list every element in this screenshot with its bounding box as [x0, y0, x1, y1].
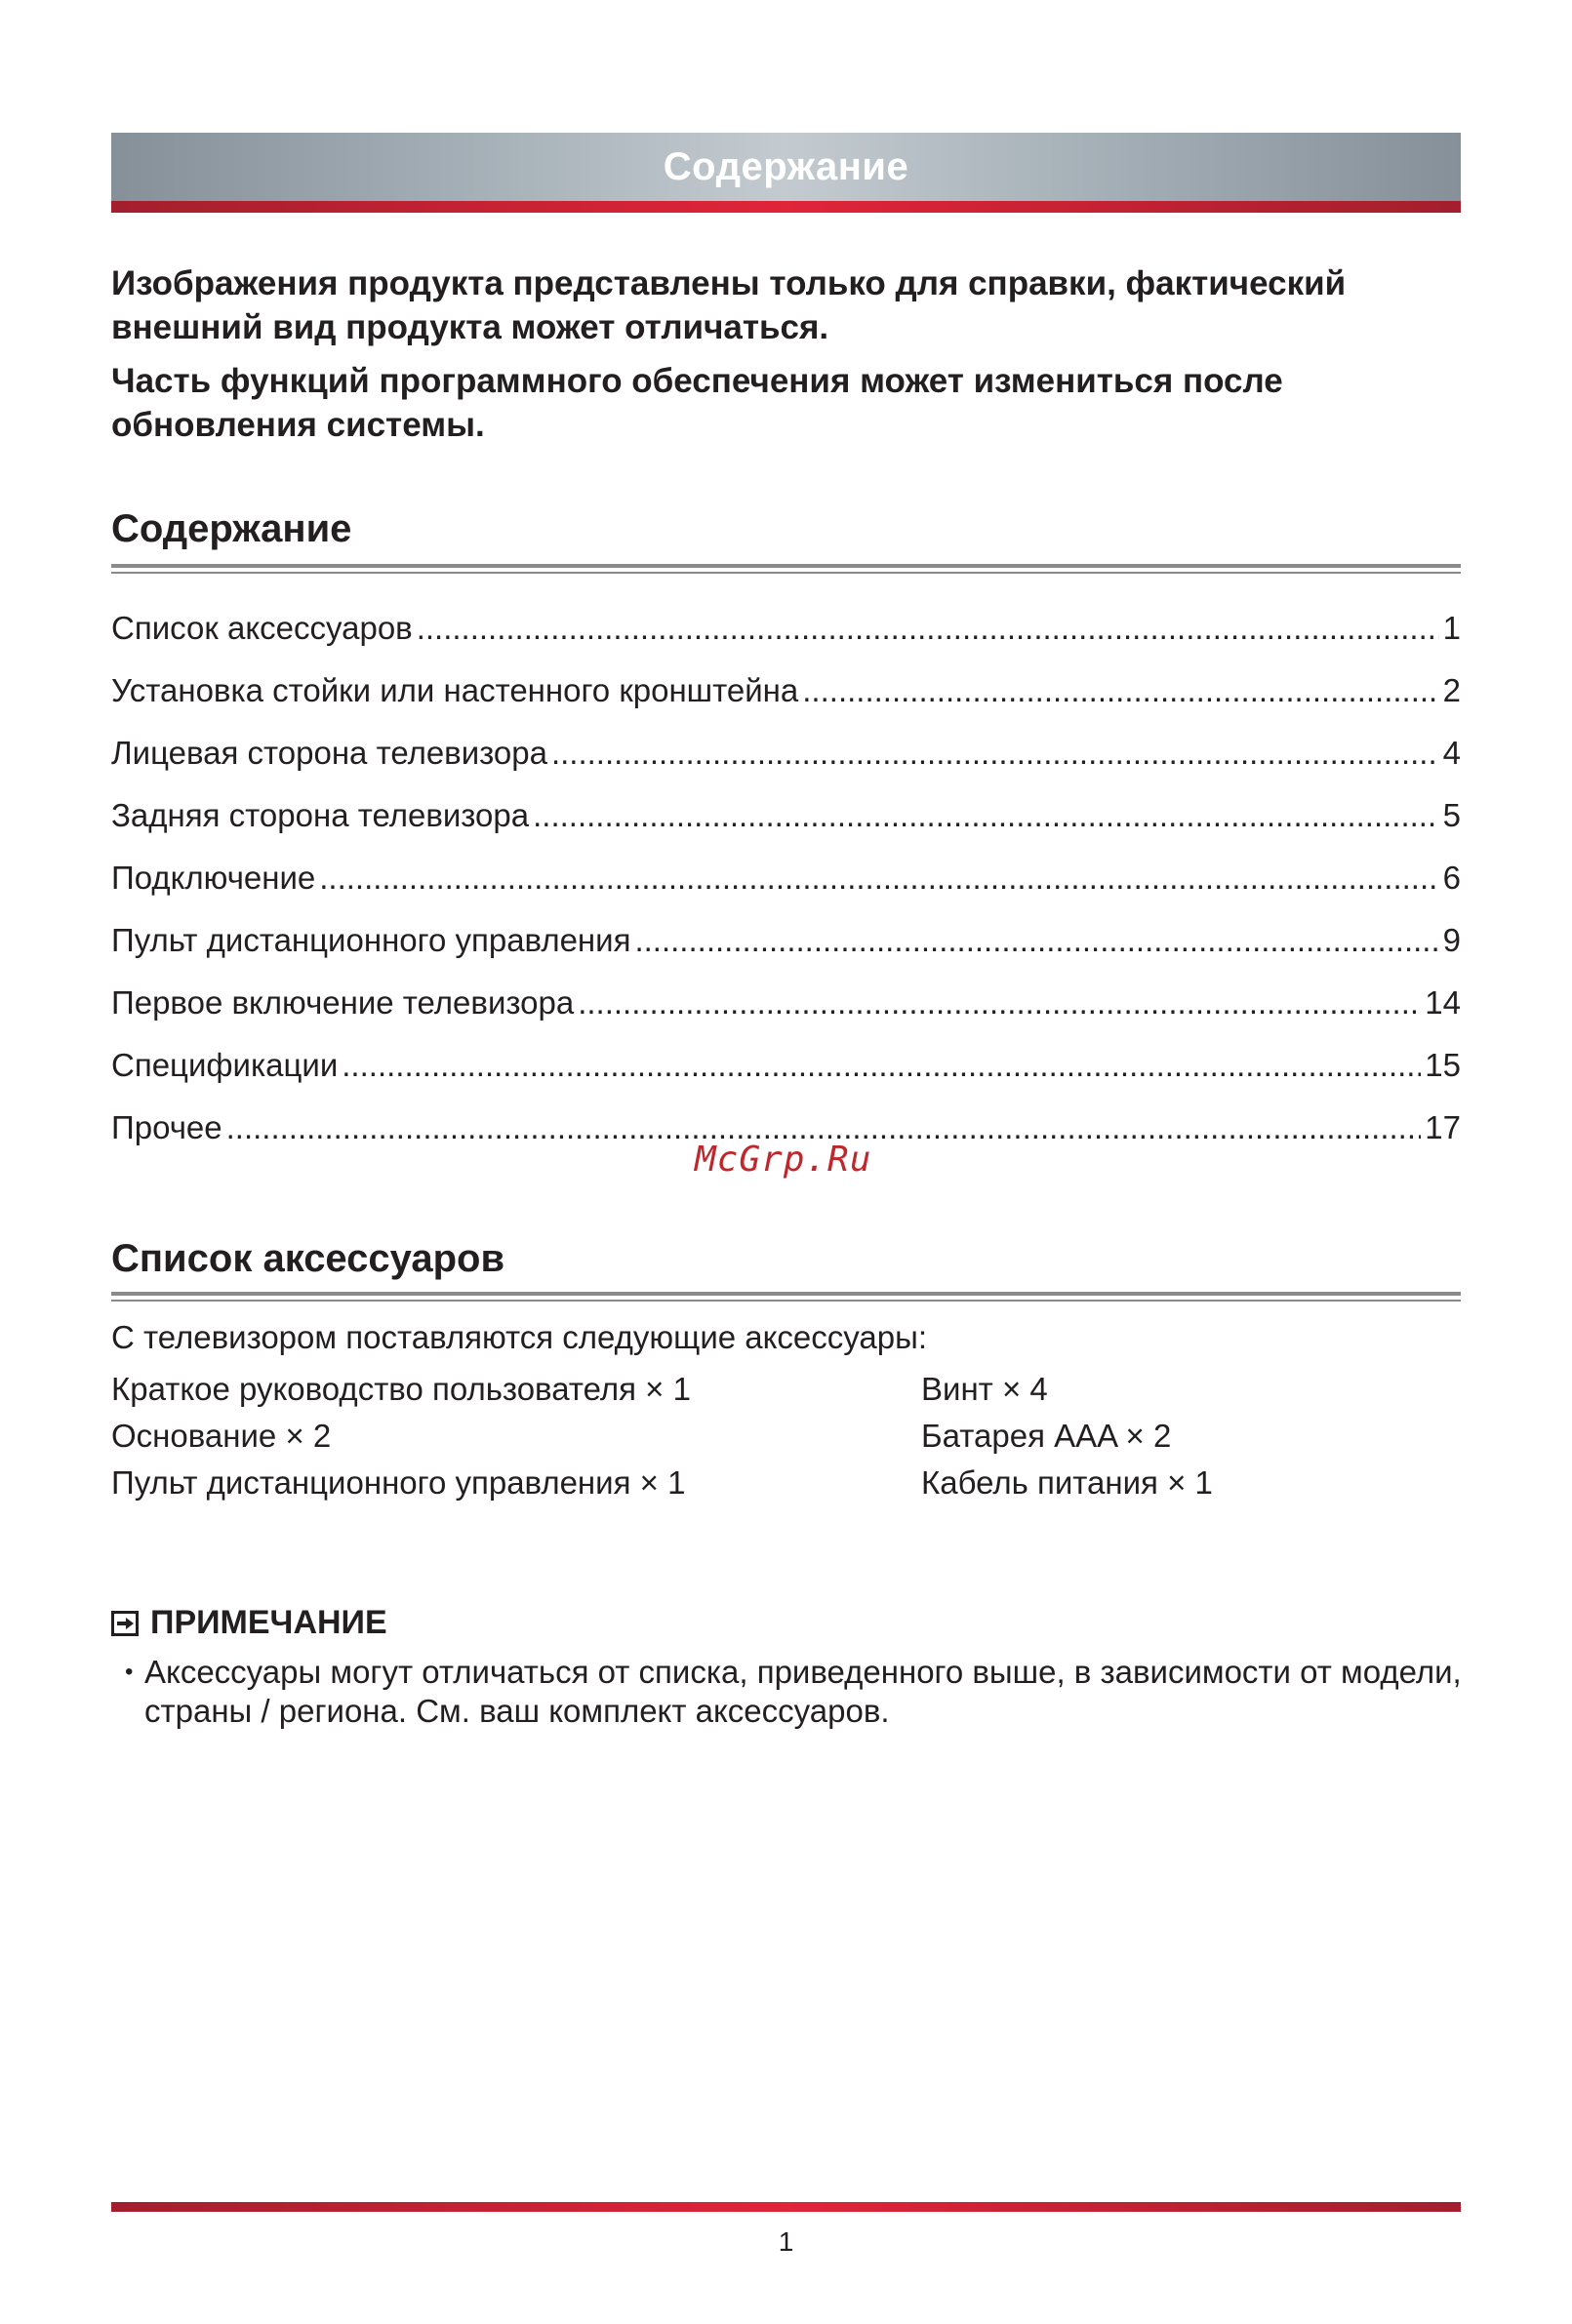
header-bar [111, 133, 1461, 201]
toc-item[interactable] [111, 734, 1461, 796]
toc-item-page: 1 [1442, 610, 1461, 646]
toc-leader-dots [533, 796, 1439, 835]
accessories-row [111, 1366, 1461, 1413]
table-of-contents [111, 609, 1461, 1171]
accessories-row [111, 1413, 1461, 1460]
toc-item-page: 17 [1425, 1109, 1461, 1145]
accessory-item: Краткое руководство пользователя × 1 [111, 1371, 691, 1407]
toc-item[interactable] [111, 983, 1461, 1046]
toc-item-label: Список аксессуаров [111, 610, 413, 646]
accessory-item: Основание × 2 [111, 1418, 332, 1454]
toc-item[interactable] [111, 609, 1461, 671]
toc-item[interactable] [111, 1046, 1461, 1108]
toc-item-page: 5 [1442, 797, 1461, 833]
toc-title-rule [111, 564, 1461, 574]
toc-item-page: 4 [1442, 735, 1461, 771]
note-body [125, 1653, 1471, 1731]
toc-leader-dots [551, 734, 1439, 773]
toc-item-label: Прочее [111, 1109, 222, 1145]
toc-item[interactable] [111, 859, 1461, 921]
accessories-title-rule [111, 1292, 1461, 1302]
toc-item-page: 2 [1442, 672, 1461, 708]
toc-item-label: Пульт дистанционного управления [111, 922, 631, 958]
toc-item-label: Установка стойки или настенного кронштейна [111, 672, 799, 708]
note-heading [111, 1604, 387, 1642]
toc-item-page: 9 [1442, 922, 1461, 958]
toc-item[interactable] [111, 796, 1461, 859]
toc-item-page: 15 [1425, 1047, 1461, 1083]
note-text: Аксессуары могут отличаться от списка, приведенного выше, в зависимости от модели, страны / региона. См. ваш комплект аксессуаров. [144, 1654, 1462, 1729]
accessory-item: Пульт дистанционного управления × 1 [111, 1464, 686, 1501]
header-accent-line [111, 201, 1461, 213]
toc-leader-dots [319, 859, 1438, 898]
toc-leader-dots [342, 1046, 1421, 1085]
header-title: Содержание [663, 144, 909, 188]
note-title: ПРИМЕЧАНИЕ [150, 1604, 387, 1641]
toc-item-label: Первое включение телевизора [111, 984, 575, 1021]
watermark: McGrp.Ru [695, 1140, 872, 1180]
accessories-list [111, 1366, 1461, 1506]
intro-paragraph-1: Изображения продукта представлены только для справки, фактический внешний вид продукта может отличаться. [111, 264, 1347, 346]
toc-item-label: Задняя сторона телевизора [111, 797, 530, 833]
footer-accent-line [111, 2202, 1461, 2212]
accessory-item: Винт × 4 [921, 1371, 1048, 1407]
note-arrow-icon [111, 1611, 139, 1636]
toc-item[interactable] [111, 921, 1461, 983]
bullet-icon: • [125, 1659, 134, 1685]
toc-leader-dots [417, 609, 1439, 648]
toc-leader-dots [802, 671, 1438, 710]
toc-item-label: Подключение [111, 860, 316, 896]
toc-leader-dots [634, 921, 1438, 960]
toc-item-label: Лицевая сторона телевизора [111, 735, 547, 771]
toc-item-label: Спецификации [111, 1047, 339, 1083]
toc-leader-dots [578, 983, 1421, 1022]
accessories-intro: С телевизором поставляются следующие аксессуары: [111, 1319, 928, 1355]
toc-item-page: 14 [1425, 984, 1461, 1021]
intro-block [111, 261, 1477, 457]
accessories-title: Список аксессуаров [111, 1237, 505, 1280]
toc-title: Содержание [111, 507, 352, 550]
accessory-item: Кабель питания × 1 [921, 1464, 1213, 1501]
intro-paragraph-2: Часть функций программного обеспечения может измениться после обновления системы. [111, 362, 1283, 444]
page-number: 1 [778, 2226, 794, 2257]
toc-item-page: 6 [1442, 860, 1461, 896]
accessories-row [111, 1460, 1461, 1506]
accessory-item: Батарея AAA × 2 [921, 1418, 1172, 1454]
toc-item[interactable] [111, 671, 1461, 734]
